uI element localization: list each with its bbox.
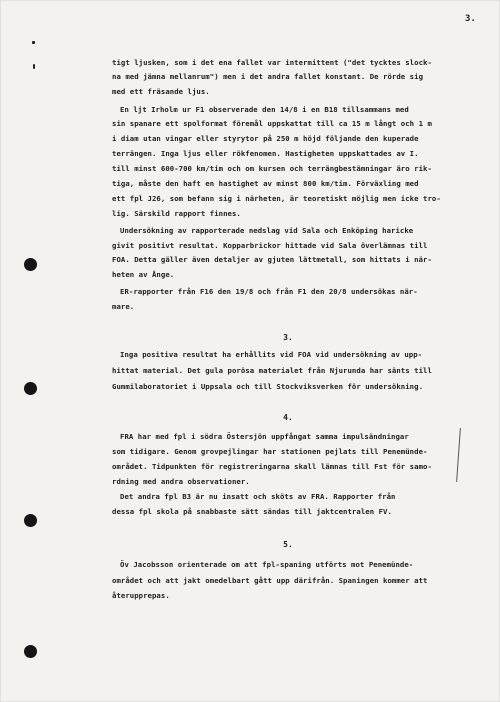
text-line: sin spanare ett spolformat föremål uppskattat till ca 15 m långt och 1 m xyxy=(112,119,432,128)
binder-hole-1 xyxy=(24,258,37,271)
section-number-3: 3. xyxy=(283,333,293,342)
text-line: FOA. Detta gäller även detaljer av gjuten lättmetall, som hittats i när- xyxy=(112,255,432,264)
text-line: hittat material. Det gula porösa materialet från Njurunda har sänts till xyxy=(112,366,432,375)
text-line: lig. Särskild rapport finnes. xyxy=(112,209,241,218)
paper-speck xyxy=(32,41,35,44)
paper-speck xyxy=(33,64,35,69)
text-line: återupprepas. xyxy=(112,591,170,600)
text-line: dessa fpl skola på snabbaste sätt sändas till jaktcentralen FV. xyxy=(112,507,392,516)
text-line: Inga positiva resultat ha erhållits vid FOA vid undersökning av upp- xyxy=(120,350,423,359)
text-line: na med jämna mellanrum") men i det andra fallet konstant. De rörde sig xyxy=(112,72,424,81)
section-number-5: 5. xyxy=(283,540,293,549)
text-line: ER-rapporter från F16 den 19/8 och från F1 den 20/8 undersökas när- xyxy=(120,287,418,296)
binder-hole-4 xyxy=(24,645,37,658)
text-line: tiga, måste den haft en hastighet av minst 800 km/tim. Förväxling med xyxy=(112,179,419,188)
text-line: i diam utan vingar eller styrytor på 250 m höjd följande den kuperade xyxy=(112,134,419,143)
text-line: FRA har med fpl i södra Östersjön uppfångat samma impulsändningar xyxy=(120,432,409,441)
text-line: Undersökning av rapporterade nedslag vid Sala och Enköping haricke xyxy=(120,226,414,235)
text-line: En ljt Irholm ur F1 observerade den 14/8 i en B18 tillsammans med xyxy=(120,105,409,114)
text-line: terrängen. Inga ljus eller rökfenomen. Hastigheten uppskattades av I. xyxy=(112,149,419,158)
text-line: heten av Ånge. xyxy=(112,270,175,279)
text-line: Gummilaboratoriet i Uppsala och till Stockviksverken för undersökning. xyxy=(112,382,424,391)
text-line: området och att jakt omedelbart gått upp därifrån. Spaningen kommer att xyxy=(112,576,428,585)
text-line: rdning med andra observationer. xyxy=(112,477,250,486)
page-number: 3. xyxy=(465,14,476,24)
text-line: givit positivt resultat. Kopparbrickor hittade vid Sala överlämnas till xyxy=(112,241,428,250)
text-line: som tidigare. Genom grovpejlingar har stationen pejlats till Penemünde- xyxy=(112,447,428,456)
text-line: mare. xyxy=(112,302,135,311)
binder-hole-2 xyxy=(24,382,37,395)
text-line: Öv Jacobsson orienterade om att fpl-spaning utförts mot Penemünde- xyxy=(120,560,414,569)
text-line: området. Tidpunkten för registreringarna skall lämnas till Fst för samo- xyxy=(112,462,432,471)
text-line: med ett fräsande ljus. xyxy=(112,87,210,96)
binder-hole-3 xyxy=(24,514,37,527)
text-line: tigt ljusken, som i det ena fallet var intermittent ("det tycktes slock- xyxy=(112,58,432,67)
text-line: Det andra fpl B3 är nu insatt och sköts av FRA. Rapporter från xyxy=(120,492,396,501)
text-line: till minst 600-700 km/tim och om kursen och terrängbestämningar äro rik- xyxy=(112,164,432,173)
text-line: ett fpl J26, som befann sig i närheten, är teoretiskt möjlig men icke tro- xyxy=(112,194,441,203)
section-number-4: 4. xyxy=(283,413,293,422)
margin-pen-mark xyxy=(456,428,461,482)
